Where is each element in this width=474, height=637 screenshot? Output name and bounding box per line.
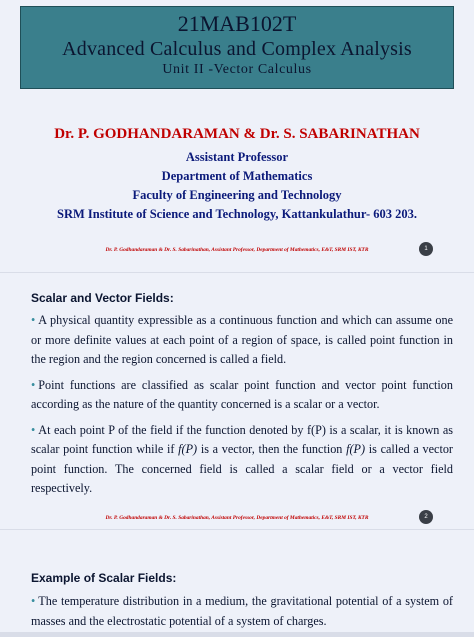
page-number: 1 bbox=[419, 242, 433, 256]
scalar-vector-slide bbox=[0, 273, 474, 529]
bullet-item: • Point functions are classified as scalar point function and vector point function according as the nature of the quantity concerned is a scalar or a vector. bbox=[31, 377, 453, 411]
slide-footer: Dr. P. Godhandaraman & Dr. S. Sabarinathan, Assistant Professor, Department of Mathematics, E&T, SRM IST, KTR bbox=[105, 247, 369, 253]
slide-heading: Example of Scalar Fields: bbox=[31, 571, 177, 585]
affiliation-role: Assistant Professor bbox=[185, 150, 289, 164]
bullet-icon: • bbox=[31, 377, 36, 392]
affiliation-institute: SRM Institute of Science and Technology, Kattankulathur- 603 203. bbox=[57, 207, 417, 221]
affiliation-department: Department of Mathematics bbox=[161, 169, 313, 183]
bullet-item: • The temperature distribution in a medium, the gravitational potential of a system of masses and the electrostatic potential of a system of charges. bbox=[31, 594, 453, 628]
title-box bbox=[20, 6, 454, 89]
bullet-list bbox=[31, 311, 453, 505]
slide-footer: Dr. P. Godhandaraman & Dr. S. Sabarinathan, Assistant Professor, Department of Mathematics, E&T, SRM IST, KTR bbox=[105, 515, 369, 521]
bullet-item: • At each point P of the field if the function denoted by f(P) is a scalar, it is known as scalar point function while if f(P) is a vector, then the function f(P) is called a vector point function. The concerned field is called a scalar field or a vector field respectively. bbox=[31, 422, 453, 495]
bullet-item: • A physical quantity expressible as a continuous function and which can assume one or more definite values at each point of a region of space, is called point function in the region and the region concerned is called a field. bbox=[31, 313, 453, 366]
vector-function-notation: f(P) bbox=[178, 442, 198, 456]
authors: Dr. P. GODHANDARAMAN & Dr. S. SABARINATHAN bbox=[54, 126, 420, 142]
title-slide bbox=[0, 0, 474, 272]
course-title: Advanced Calculus and Complex Analysis bbox=[62, 38, 412, 60]
affiliation-faculty: Faculty of Engineering and Technology bbox=[132, 188, 342, 202]
bullet-icon: • bbox=[31, 594, 36, 608]
bullet-icon: • bbox=[31, 313, 36, 327]
course-code: 21MAB102T bbox=[177, 11, 297, 36]
unit-title: Unit II -Vector Calculus bbox=[162, 62, 312, 77]
page-number: 2 bbox=[419, 510, 433, 524]
vector-function-notation: f(P) bbox=[346, 442, 366, 456]
scalar-fields-example-slide bbox=[0, 530, 474, 632]
slide-heading: Scalar and Vector Fields: bbox=[31, 291, 174, 305]
bullet-icon: • bbox=[31, 422, 36, 437]
bullet-list bbox=[31, 592, 453, 637]
